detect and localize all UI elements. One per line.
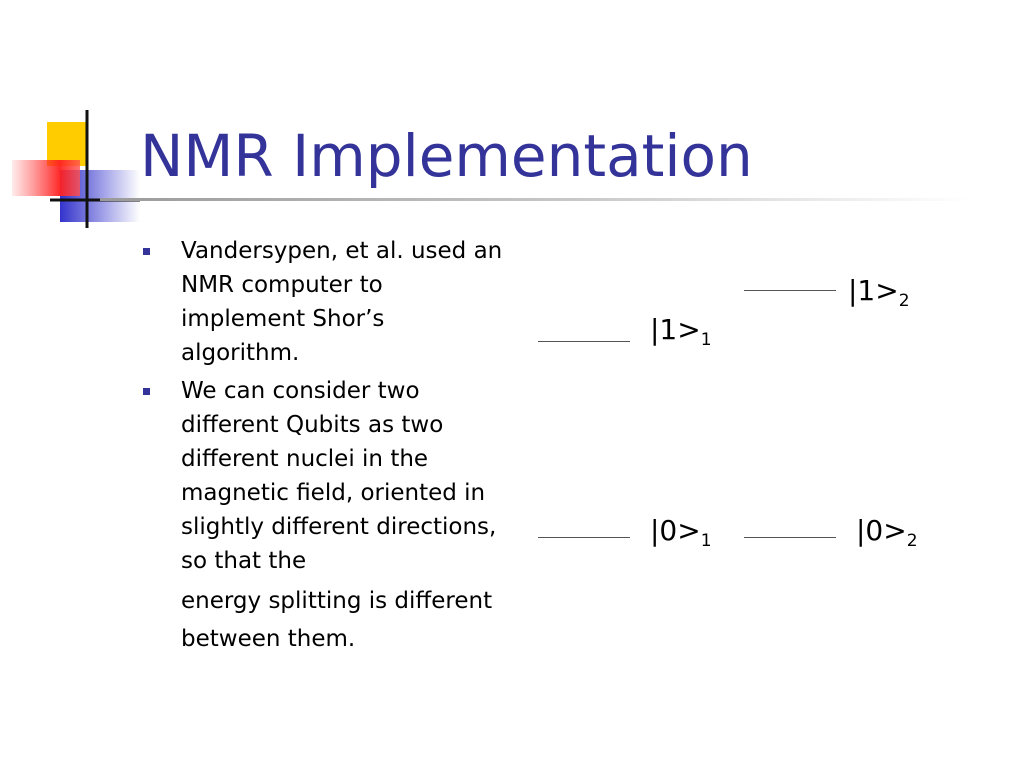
level-label-0-2: $|0>_2$ bbox=[856, 514, 918, 551]
level-line-0-1 bbox=[538, 537, 630, 538]
level-line-1-2 bbox=[744, 290, 836, 291]
bullet-list bbox=[143, 234, 503, 662]
title-underline bbox=[100, 198, 970, 201]
bullet-text: Vandersypen, et al. used an NMR computer to implement Shor’s algorithm. bbox=[181, 238, 503, 366]
bullet-square-icon bbox=[143, 388, 150, 395]
slide-logo bbox=[0, 100, 140, 240]
bullet-item bbox=[143, 234, 503, 370]
bullet-continuation: energy splitting is different between them. bbox=[181, 588, 493, 652]
level-label-1-1: $|1>_1$ bbox=[650, 313, 712, 350]
bullet-square-icon bbox=[143, 248, 150, 255]
level-label-0-1: $|0>_1$ bbox=[650, 514, 712, 551]
level-line-1-1 bbox=[538, 341, 630, 342]
bullet-item bbox=[143, 374, 503, 658]
logo-red-square bbox=[12, 160, 80, 196]
level-line-0-2 bbox=[744, 537, 836, 538]
bullet-text: We can consider two different Qubits as two different nuclei in the magnetic field, oriented in slightly different directions, so that the bbox=[181, 378, 497, 574]
logo-yellow-square bbox=[47, 122, 87, 166]
slide-title: NMR Implementation bbox=[140, 122, 753, 190]
level-label-1-2: $|1>_2$ bbox=[848, 274, 910, 311]
